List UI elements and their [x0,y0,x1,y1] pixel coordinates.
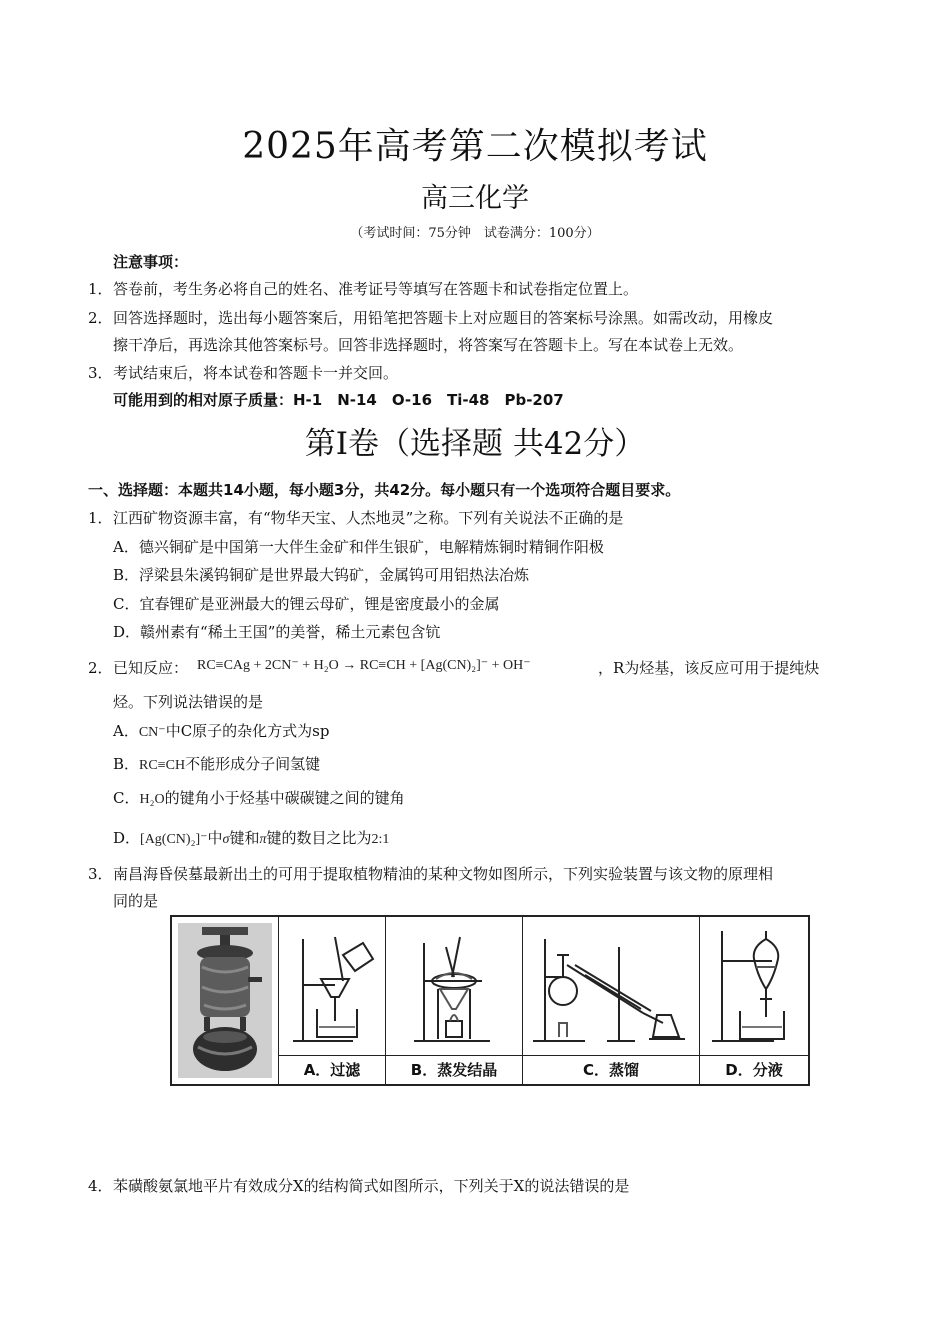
filtration-drawing [279,917,385,1057]
q2-option-c [113,788,405,810]
distillation-drawing [523,917,699,1057]
apparatus-filtration [279,917,386,1084]
q1-option-d: D．赣州素有“稀土王国”的美誉，稀土元素包含钪 [113,623,441,641]
exam-title: 2025年高考第二次模拟考试 [242,126,708,167]
q2-option-b [113,754,320,776]
q2-option-d-pi: π [259,832,267,847]
q3-stem: 南昌海昏侯墓最新出土的可用于提取植物精油的某种文物如图所示，下列实验装置与该文物的原理相 [113,865,774,883]
exam-subtitle: 高三化学 [421,183,529,214]
q2-stem-line2: 烃。下列说法错误的是 [113,693,264,711]
q2-option-d [113,828,389,850]
q3-apparatus-figure [170,915,810,1086]
q2-option-a-text: 中C原子的杂化方式为sp [165,722,330,740]
q2-option-c-label: C． [113,789,140,807]
artifact-photo [172,917,279,1084]
caption-evaporation: B．蒸发结晶 [386,1055,522,1084]
caption-filtration: A．过滤 [279,1055,385,1084]
q1-option-a: A．德兴铜矿是中国第一大伴生金矿和伴生银矿，电解精炼铜时精铜作阳极 [113,538,604,556]
q1-stem: 江西矿物资源丰富，有“物华天宝、人杰地灵”之称。下列有关说法不正确的是 [113,509,624,527]
exam-info: （考试时间：75分钟 试卷满分：100分） [350,226,600,241]
note-1-num: 1． [88,280,113,298]
q2-option-d-formula: [Ag(CN)₂]⁻ [140,832,208,847]
q4-stem: 苯磺酸氨氯地平片有效成分X的结构简式如图所示，下列关于X的说法错误的是 [113,1177,630,1195]
q2-option-d-text-c: 键的数目之比为 [266,829,372,847]
separatory-funnel-drawing [700,917,808,1057]
q2-option-b-text: 不能形成分子间氢键 [185,755,321,773]
apparatus-evaporation [386,917,523,1084]
note-3-text: 考试结束后，将本试卷和答题卡一并交回。 [113,364,399,382]
notes-heading: 注意事项： [113,253,189,271]
note-2-num: 2． [88,309,113,327]
q2-option-a-label: A． [113,722,139,740]
q1-option-c: C．宜春锂矿是亚洲最大的锂云母矿，锂是密度最小的金属 [113,595,500,613]
apparatus-distillation [523,917,700,1084]
evaporation-drawing [386,917,522,1057]
q2-option-d-text-a: 中 [207,829,223,847]
q2-stem-suffix: ，R为烃基，该反应可用于提纯炔 [598,659,820,677]
q2-option-d-label: D． [113,829,141,847]
q1-option-b: B．浮梁县朱溪钨铜矿是世界最大钨矿，金属钨可用铝热法冶炼 [113,566,530,584]
atomic-masses: 可能用到的相对原子质量：H-1 N-14 O-16 Ti-48 Pb-207 [113,391,564,409]
q2-option-d-ratio: 2:1 [371,832,390,847]
q4-number: 4． [88,1177,113,1195]
q2-option-a-formula: CN⁻ [138,725,166,740]
q2-option-b-formula: RC≡CH [139,758,186,773]
q2-number: 2． [88,659,113,677]
q3-stem-line2: 同的是 [113,892,159,910]
note-1-text: 答卷前，考生务必将自己的姓名、准考证号等填写在答题卡和试卷指定位置上。 [113,280,639,298]
caption-separation: D．分液 [700,1055,808,1084]
q2-option-d-text-b: 键和 [229,829,260,847]
note-2-text-line2: 擦干净后，再选涂其他答案标号。回答非选择题时，将答案写在答题卡上。写在本试卷上无效。 [113,336,744,354]
q1-number: 1． [88,509,113,527]
q2-option-d-sigma: σ [222,832,230,847]
note-3-num: 3． [88,364,113,382]
note-2-text: 回答选择题时，选出每小题答案后，用铅笔把答题卡上对应题目的答案标号涂黑。如需改动，用橡皮 [113,309,774,327]
q2-stem-prefix: 已知反应： [113,659,189,677]
q2-equation: RC≡CAg + 2CN⁻ + H₂O → RC≡CH + [Ag(CN)₂]⁻ + OH⁻ [197,658,531,673]
q2-option-b-label: B． [113,755,140,773]
section-instruction: 一、选择题：本题共14小题，每小题3分，共42分。每小题只有一个选项符合题目要求。 [88,481,681,499]
apparatus-separatory-funnel [700,917,808,1084]
q2-option-c-text: 的键角小于烃基中碳碳键之间的键角 [164,789,405,807]
q2-option-c-formula: H₂O [139,792,165,807]
section-title: 第Ⅰ卷（选择题 共42分） [304,426,646,462]
q3-number: 3． [88,865,113,883]
artifact-drawing [172,917,278,1084]
caption-distillation: C．蒸馏 [523,1055,699,1084]
q2-option-a [113,721,329,743]
